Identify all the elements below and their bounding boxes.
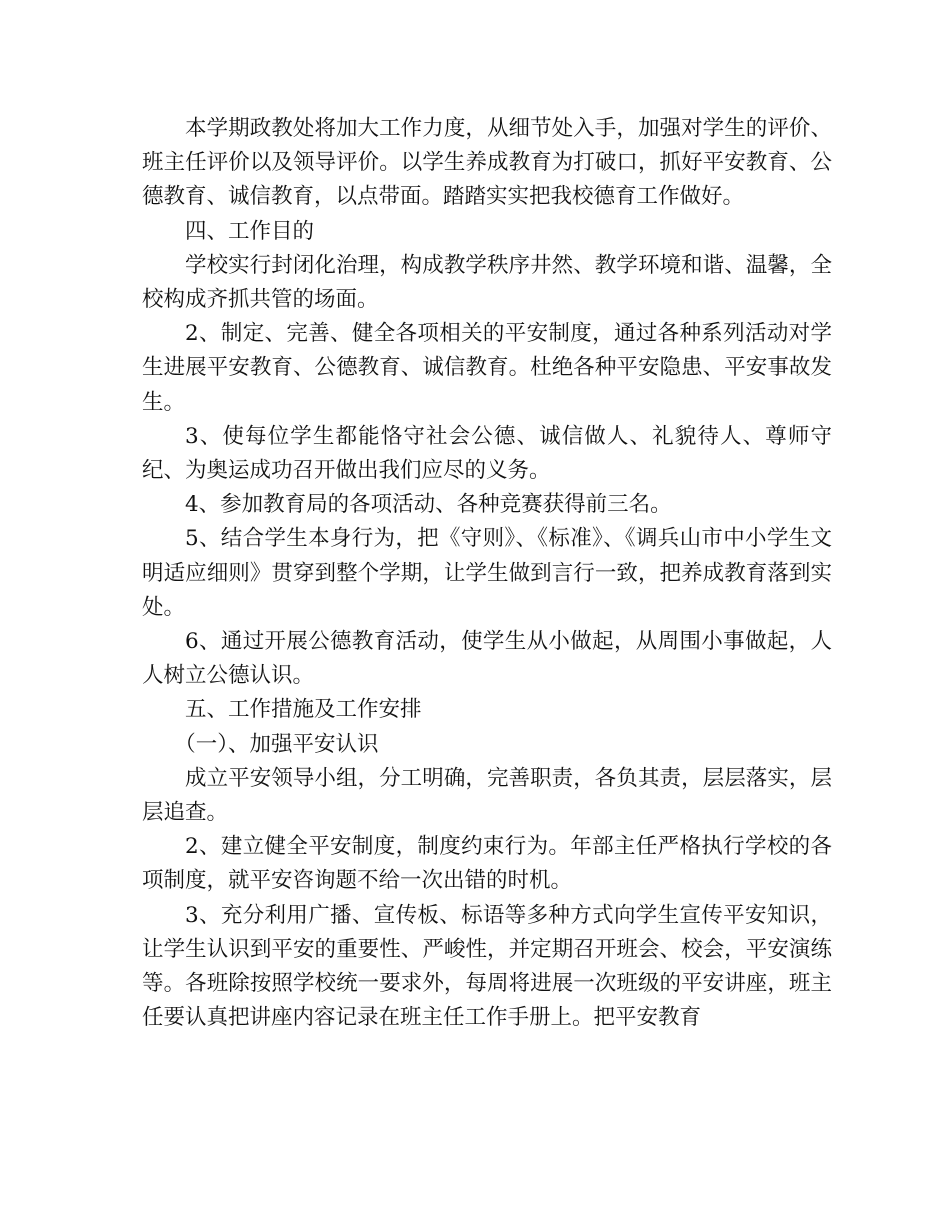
paragraph-goal-3: 3、使每位学生都能恪守社会公德、诚信做人、礼貌待人、尊师守纪、为奥运成功召开做出我们应尽的义务。 <box>142 423 832 484</box>
paragraph-goal-4: 4、参加教育局的各项活动、各种竞赛获得前三名。 <box>185 492 672 518</box>
paragraph-measure-1: 成立平安领导小组，分工明确，完善职责，各负其责，层层落实，层层追查。 <box>142 765 832 826</box>
subsection-heading-safety: （一）、加强平安认识 <box>174 731 379 757</box>
paragraph-goal-2: 2、制定、完善、健全各项相关的平安制度，通过各种系列活动对学生进展平安教育、公德教育、诚信教育。杜绝各种平安隐患、平安事故发生。 <box>142 321 832 415</box>
paragraph-goal-1: 学校实行封闭化治理，构成教学秩序井然、教学环境和谐、温馨，全校构成齐抓共管的场面。 <box>142 252 832 313</box>
paragraph-measure-3: 3、充分利用广播、宣传板、标语等多种方式向学生宣传平安知识，让学生认识到平安的重要性、严峻性，并定期召开班会、校会，平安演练等。各班除按照学校统一要求外，每周将进展一次班级的平安讲座，班主任要认真把讲座内容记录在班主任工作手册上。把平安教育 <box>142 902 832 1031</box>
paragraph-goal-5: 5、结合学生本身行为，把《守则》、《标准》、《调兵山市中小学生文明适应细则》贯穿到整个学期，让学生做到言行一致，把养成教育落到实处。 <box>142 526 832 620</box>
paragraph-goal-6: 6、通过开展公德教育活动，使学生从小做起，从周围小事做起，人人树立公德认识。 <box>142 629 832 689</box>
document-body <box>142 112 832 1035</box>
paragraph-measure-2: 2、建立健全平安制度，制度约束行为。年部主任严格执行学校的各项制度，就平安咨询题不给一次出错的时机。 <box>142 834 832 894</box>
paragraph-intro: 本学期政教处将加大工作力度，从细节处入手，加强对学生的评价、班主任评价以及领导评价。以学生养成教育为打破口，抓好平安教育、公德教育、诚信教育，以点带面。踏踏实实把我校德育工作做好。 <box>142 116 832 210</box>
section-heading-measures: 五、工作措施及工作安排 <box>185 697 422 723</box>
section-heading-goals: 四、工作目的 <box>185 218 315 244</box>
